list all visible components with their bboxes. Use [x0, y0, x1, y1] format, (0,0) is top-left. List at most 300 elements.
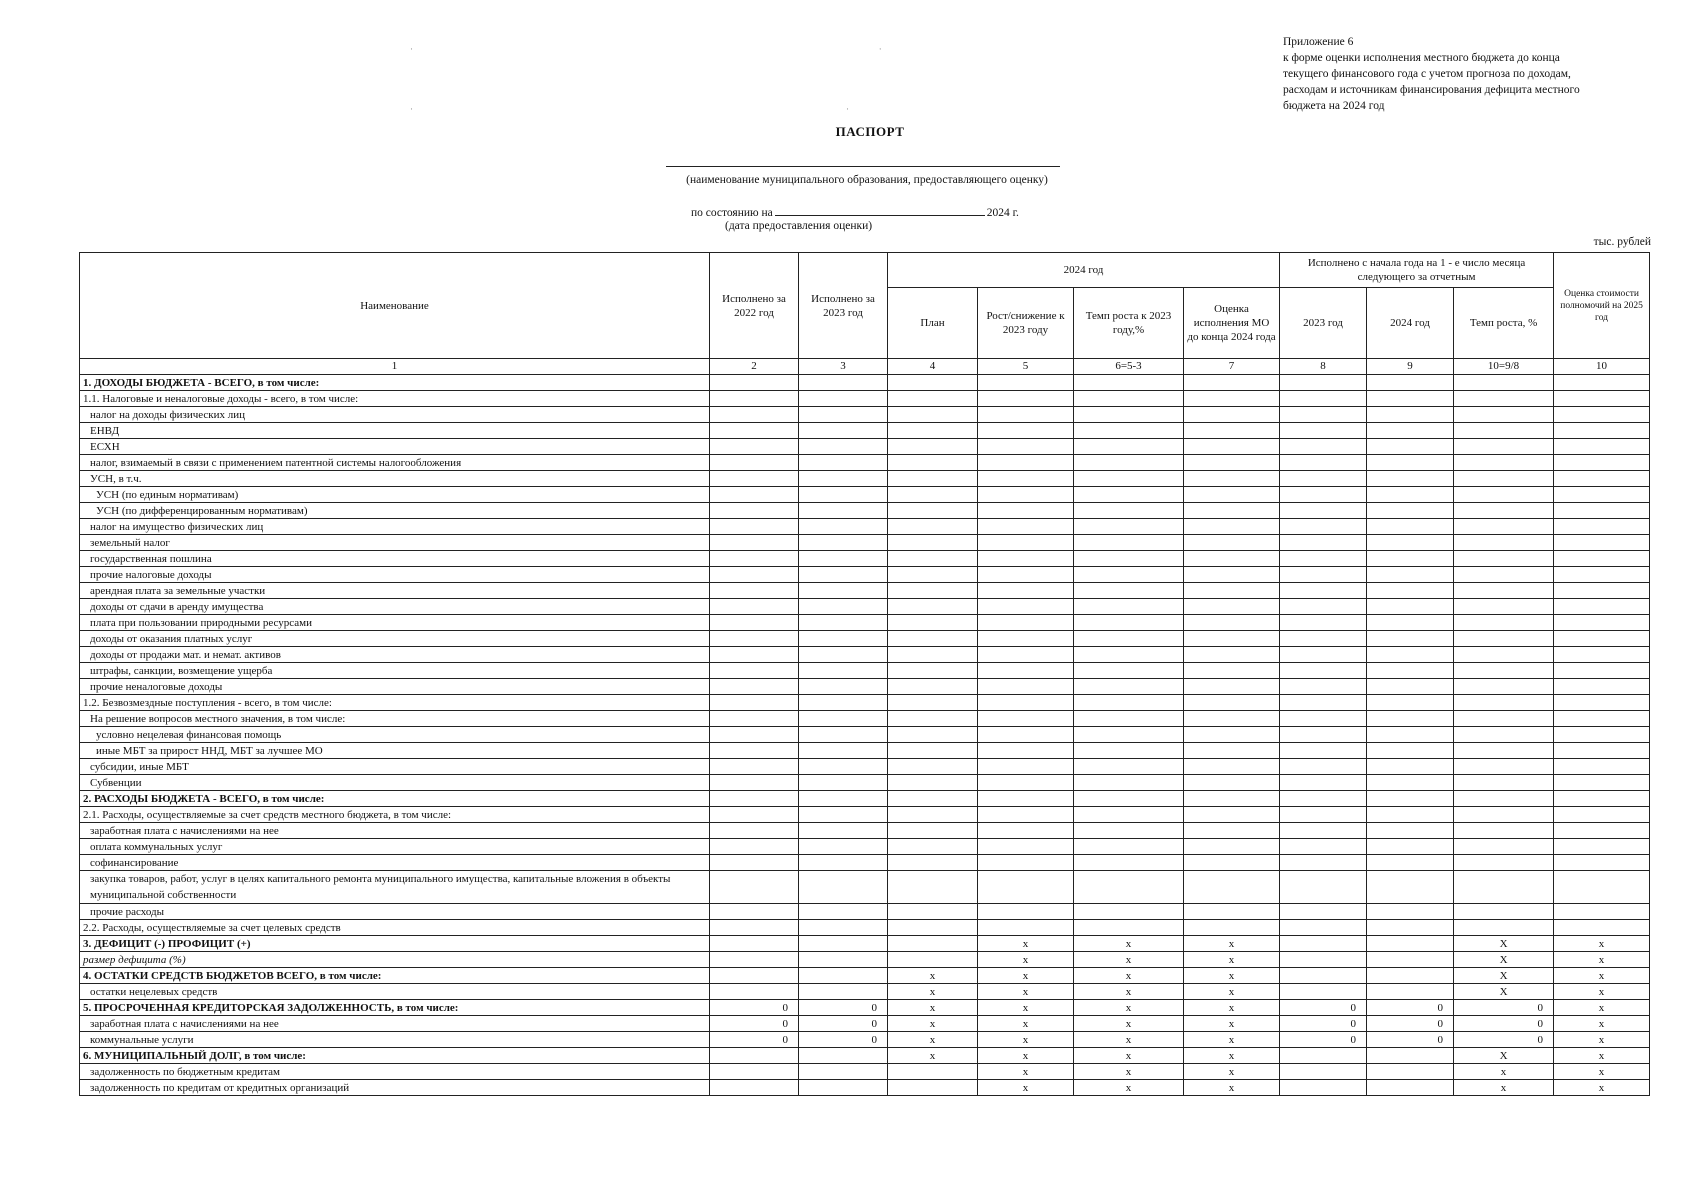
table-cell[interactable]: Х: [1454, 936, 1554, 952]
table-cell[interactable]: [1280, 519, 1367, 535]
table-cell[interactable]: х: [1184, 984, 1280, 1000]
table-cell[interactable]: [1184, 567, 1280, 583]
table-cell[interactable]: [1367, 583, 1454, 599]
table-cell[interactable]: [1280, 839, 1367, 855]
table-cell[interactable]: [888, 679, 978, 695]
table-cell[interactable]: [888, 743, 978, 759]
table-cell[interactable]: [1554, 711, 1650, 727]
table-cell[interactable]: [1074, 727, 1184, 743]
table-cell[interactable]: [1280, 375, 1367, 391]
table-cell[interactable]: [1280, 791, 1367, 807]
table-cell[interactable]: [1367, 615, 1454, 631]
table-cell[interactable]: х: [1554, 1016, 1650, 1032]
table-cell[interactable]: [1454, 823, 1554, 839]
table-cell[interactable]: [1454, 904, 1554, 920]
table-cell[interactable]: [1454, 839, 1554, 855]
table-cell[interactable]: Х: [1454, 1048, 1554, 1064]
table-cell[interactable]: [1367, 519, 1454, 535]
table-cell[interactable]: [1367, 759, 1454, 775]
table-cell[interactable]: [799, 663, 888, 679]
table-cell[interactable]: [1454, 439, 1554, 455]
table-cell[interactable]: [1280, 871, 1367, 904]
table-cell[interactable]: [978, 535, 1074, 551]
table-cell[interactable]: [978, 567, 1074, 583]
table-cell[interactable]: [1280, 471, 1367, 487]
table-cell[interactable]: [799, 871, 888, 904]
table-cell[interactable]: [888, 487, 978, 503]
table-cell[interactable]: [710, 519, 799, 535]
table-cell[interactable]: 0: [799, 1016, 888, 1032]
table-cell[interactable]: [888, 391, 978, 407]
table-cell[interactable]: [710, 807, 799, 823]
table-cell[interactable]: [888, 503, 978, 519]
table-cell[interactable]: х: [978, 1016, 1074, 1032]
table-cell[interactable]: [799, 455, 888, 471]
table-cell[interactable]: [1074, 775, 1184, 791]
table-cell[interactable]: [1184, 743, 1280, 759]
table-cell[interactable]: [978, 423, 1074, 439]
table-cell[interactable]: [1280, 407, 1367, 423]
table-cell[interactable]: [1367, 1080, 1454, 1096]
table-cell[interactable]: [799, 727, 888, 743]
table-cell[interactable]: 0: [710, 1000, 799, 1016]
table-cell[interactable]: х: [1184, 1080, 1280, 1096]
table-cell[interactable]: [799, 759, 888, 775]
table-cell[interactable]: [1280, 743, 1367, 759]
table-cell[interactable]: [978, 679, 1074, 695]
table-cell[interactable]: [1280, 583, 1367, 599]
table-cell[interactable]: [799, 503, 888, 519]
table-cell[interactable]: [1280, 423, 1367, 439]
table-cell[interactable]: х: [978, 1064, 1074, 1080]
table-cell[interactable]: х: [1554, 984, 1650, 1000]
table-cell[interactable]: [888, 775, 978, 791]
table-cell[interactable]: [1454, 679, 1554, 695]
table-cell[interactable]: [1074, 519, 1184, 535]
table-cell[interactable]: [1184, 775, 1280, 791]
table-cell[interactable]: х: [978, 952, 1074, 968]
table-cell[interactable]: [1280, 920, 1367, 936]
table-cell[interactable]: [978, 775, 1074, 791]
table-cell[interactable]: [1454, 407, 1554, 423]
table-cell[interactable]: [799, 631, 888, 647]
table-cell[interactable]: [978, 487, 1074, 503]
table-cell[interactable]: [1280, 968, 1367, 984]
table-cell[interactable]: [1554, 423, 1650, 439]
table-cell[interactable]: [799, 599, 888, 615]
table-cell[interactable]: [799, 839, 888, 855]
table-cell[interactable]: [1074, 599, 1184, 615]
table-cell[interactable]: х: [888, 984, 978, 1000]
table-cell[interactable]: х: [888, 1032, 978, 1048]
table-cell[interactable]: [1184, 519, 1280, 535]
table-cell[interactable]: [1074, 439, 1184, 455]
table-cell[interactable]: [1074, 711, 1184, 727]
table-cell[interactable]: [1184, 727, 1280, 743]
table-cell[interactable]: [1554, 615, 1650, 631]
table-cell[interactable]: [888, 599, 978, 615]
table-cell[interactable]: [799, 583, 888, 599]
table-cell[interactable]: х: [978, 968, 1074, 984]
table-cell[interactable]: [1280, 647, 1367, 663]
table-cell[interactable]: [1074, 583, 1184, 599]
table-cell[interactable]: [799, 775, 888, 791]
table-cell[interactable]: [1454, 503, 1554, 519]
table-cell[interactable]: [1367, 1048, 1454, 1064]
table-cell[interactable]: х: [1074, 968, 1184, 984]
table-cell[interactable]: [1367, 711, 1454, 727]
table-cell[interactable]: [1184, 439, 1280, 455]
table-cell[interactable]: 0: [1454, 1032, 1554, 1048]
table-cell[interactable]: [888, 1080, 978, 1096]
table-cell[interactable]: [978, 663, 1074, 679]
table-cell[interactable]: х: [1554, 952, 1650, 968]
table-cell[interactable]: [1074, 375, 1184, 391]
table-cell[interactable]: х: [1074, 1048, 1184, 1064]
table-cell[interactable]: [1367, 407, 1454, 423]
table-cell[interactable]: [1184, 807, 1280, 823]
table-cell[interactable]: [799, 968, 888, 984]
table-cell[interactable]: [1184, 535, 1280, 551]
table-cell[interactable]: [888, 471, 978, 487]
table-cell[interactable]: [888, 375, 978, 391]
table-cell[interactable]: [1554, 695, 1650, 711]
table-cell[interactable]: [978, 727, 1074, 743]
table-cell[interactable]: [888, 423, 978, 439]
table-cell[interactable]: [1454, 471, 1554, 487]
table-cell[interactable]: Х: [1454, 952, 1554, 968]
table-cell[interactable]: [888, 631, 978, 647]
table-cell[interactable]: [710, 952, 799, 968]
table-cell[interactable]: [710, 839, 799, 855]
table-cell[interactable]: [978, 695, 1074, 711]
table-cell[interactable]: х: [1554, 1048, 1650, 1064]
table-cell[interactable]: [978, 807, 1074, 823]
table-cell[interactable]: [1554, 904, 1650, 920]
table-cell[interactable]: [1074, 551, 1184, 567]
table-cell[interactable]: [799, 679, 888, 695]
table-cell[interactable]: [978, 471, 1074, 487]
table-cell[interactable]: [1074, 535, 1184, 551]
table-cell[interactable]: х: [1554, 1064, 1650, 1080]
table-cell[interactable]: [799, 743, 888, 759]
table-cell[interactable]: [799, 855, 888, 871]
table-cell[interactable]: [799, 519, 888, 535]
table-cell[interactable]: [1184, 663, 1280, 679]
table-cell[interactable]: [888, 759, 978, 775]
table-cell[interactable]: 0: [710, 1016, 799, 1032]
table-cell[interactable]: [1367, 455, 1454, 471]
table-cell[interactable]: [888, 647, 978, 663]
table-cell[interactable]: [978, 904, 1074, 920]
table-cell[interactable]: [888, 407, 978, 423]
table-cell[interactable]: [1367, 871, 1454, 904]
table-cell[interactable]: х: [978, 984, 1074, 1000]
table-cell[interactable]: [978, 503, 1074, 519]
table-cell[interactable]: [888, 439, 978, 455]
table-cell[interactable]: [888, 791, 978, 807]
table-cell[interactable]: х: [978, 1000, 1074, 1016]
table-cell[interactable]: [1184, 871, 1280, 904]
table-cell[interactable]: [1367, 855, 1454, 871]
table-cell[interactable]: [710, 759, 799, 775]
table-cell[interactable]: х: [1074, 952, 1184, 968]
table-cell[interactable]: [1280, 904, 1367, 920]
table-cell[interactable]: [1454, 775, 1554, 791]
table-cell[interactable]: [888, 807, 978, 823]
table-cell[interactable]: [1554, 599, 1650, 615]
table-cell[interactable]: [1454, 631, 1554, 647]
table-cell[interactable]: [710, 375, 799, 391]
table-cell[interactable]: [1367, 551, 1454, 567]
table-cell[interactable]: [1554, 775, 1650, 791]
table-cell[interactable]: [1280, 663, 1367, 679]
table-cell[interactable]: х: [1074, 1032, 1184, 1048]
table-cell[interactable]: [1554, 375, 1650, 391]
table-cell[interactable]: [710, 1048, 799, 1064]
table-cell[interactable]: [1280, 936, 1367, 952]
table-cell[interactable]: [1074, 791, 1184, 807]
table-cell[interactable]: [1454, 855, 1554, 871]
table-cell[interactable]: [1280, 439, 1367, 455]
table-cell[interactable]: [1074, 871, 1184, 904]
table-cell[interactable]: [1280, 535, 1367, 551]
table-cell[interactable]: х: [978, 1048, 1074, 1064]
table-cell[interactable]: [1554, 391, 1650, 407]
table-cell[interactable]: [1554, 519, 1650, 535]
table-cell[interactable]: х: [1184, 1048, 1280, 1064]
table-cell[interactable]: [710, 1064, 799, 1080]
table-cell[interactable]: [1554, 647, 1650, 663]
table-cell[interactable]: [710, 567, 799, 583]
table-cell[interactable]: [1454, 375, 1554, 391]
table-cell[interactable]: [1554, 920, 1650, 936]
table-cell[interactable]: [888, 567, 978, 583]
table-cell[interactable]: [710, 1080, 799, 1096]
table-cell[interactable]: [1454, 535, 1554, 551]
table-cell[interactable]: [1554, 535, 1650, 551]
table-cell[interactable]: [888, 455, 978, 471]
table-cell[interactable]: [799, 471, 888, 487]
table-cell[interactable]: [1184, 855, 1280, 871]
table-cell[interactable]: [799, 551, 888, 567]
table-cell[interactable]: [799, 423, 888, 439]
table-cell[interactable]: [1367, 920, 1454, 936]
table-cell[interactable]: [888, 871, 978, 904]
table-cell[interactable]: [1074, 423, 1184, 439]
table-cell[interactable]: [1074, 455, 1184, 471]
table-cell[interactable]: [1184, 759, 1280, 775]
table-cell[interactable]: [1184, 615, 1280, 631]
table-cell[interactable]: х: [1184, 1000, 1280, 1016]
table-cell[interactable]: [1454, 647, 1554, 663]
table-cell[interactable]: [978, 920, 1074, 936]
table-cell[interactable]: 0: [710, 1032, 799, 1048]
table-cell[interactable]: [1554, 679, 1650, 695]
table-cell[interactable]: [1554, 471, 1650, 487]
table-cell[interactable]: [1554, 455, 1650, 471]
table-cell[interactable]: х: [1184, 1064, 1280, 1080]
table-cell[interactable]: [710, 535, 799, 551]
table-cell[interactable]: [710, 663, 799, 679]
table-cell[interactable]: [710, 871, 799, 904]
table-cell[interactable]: х: [1554, 968, 1650, 984]
table-cell[interactable]: [1184, 920, 1280, 936]
table-cell[interactable]: [799, 487, 888, 503]
table-cell[interactable]: [978, 759, 1074, 775]
table-cell[interactable]: [1454, 727, 1554, 743]
table-cell[interactable]: [1367, 503, 1454, 519]
table-cell[interactable]: х: [978, 1032, 1074, 1048]
table-cell[interactable]: [1184, 455, 1280, 471]
table-cell[interactable]: [1367, 567, 1454, 583]
table-cell[interactable]: [1280, 551, 1367, 567]
table-cell[interactable]: 0: [1280, 1000, 1367, 1016]
table-cell[interactable]: [978, 855, 1074, 871]
table-cell[interactable]: [1554, 567, 1650, 583]
table-cell[interactable]: [888, 551, 978, 567]
table-cell[interactable]: 0: [799, 1000, 888, 1016]
table-cell[interactable]: [1454, 759, 1554, 775]
table-cell[interactable]: [1280, 823, 1367, 839]
table-cell[interactable]: [1367, 775, 1454, 791]
table-cell[interactable]: [1554, 407, 1650, 423]
table-cell[interactable]: [1367, 679, 1454, 695]
table-cell[interactable]: [710, 599, 799, 615]
table-cell[interactable]: х: [1454, 1080, 1554, 1096]
table-cell[interactable]: [710, 775, 799, 791]
table-cell[interactable]: х: [1074, 1000, 1184, 1016]
table-cell[interactable]: [710, 711, 799, 727]
table-cell[interactable]: [710, 439, 799, 455]
table-cell[interactable]: [799, 952, 888, 968]
table-cell[interactable]: [710, 487, 799, 503]
table-cell[interactable]: [799, 1048, 888, 1064]
table-cell[interactable]: [799, 375, 888, 391]
table-cell[interactable]: [978, 839, 1074, 855]
table-cell[interactable]: [978, 391, 1074, 407]
table-cell[interactable]: [1367, 487, 1454, 503]
table-cell[interactable]: [710, 407, 799, 423]
table-cell[interactable]: [888, 1064, 978, 1080]
table-cell[interactable]: [1280, 807, 1367, 823]
table-cell[interactable]: [1454, 871, 1554, 904]
table-cell[interactable]: [1554, 727, 1650, 743]
table-cell[interactable]: [799, 407, 888, 423]
table-cell[interactable]: [1280, 711, 1367, 727]
table-cell[interactable]: [1554, 823, 1650, 839]
table-cell[interactable]: х: [1184, 968, 1280, 984]
table-cell[interactable]: [1074, 615, 1184, 631]
table-cell[interactable]: [888, 583, 978, 599]
table-cell[interactable]: [1280, 391, 1367, 407]
table-cell[interactable]: [1367, 791, 1454, 807]
table-cell[interactable]: [799, 615, 888, 631]
table-cell[interactable]: [1554, 791, 1650, 807]
table-cell[interactable]: х: [888, 968, 978, 984]
table-cell[interactable]: [888, 535, 978, 551]
table-cell[interactable]: [978, 631, 1074, 647]
table-cell[interactable]: [799, 823, 888, 839]
table-cell[interactable]: [1280, 759, 1367, 775]
table-cell[interactable]: [1184, 375, 1280, 391]
table-cell[interactable]: [799, 535, 888, 551]
table-cell[interactable]: [1184, 551, 1280, 567]
table-cell[interactable]: [978, 871, 1074, 904]
table-cell[interactable]: [1074, 471, 1184, 487]
table-cell[interactable]: [1454, 599, 1554, 615]
table-cell[interactable]: 0: [799, 1032, 888, 1048]
table-cell[interactable]: [1074, 695, 1184, 711]
table-cell[interactable]: [710, 471, 799, 487]
table-cell[interactable]: [888, 663, 978, 679]
table-cell[interactable]: х: [1074, 1016, 1184, 1032]
table-cell[interactable]: [1454, 791, 1554, 807]
table-cell[interactable]: [1184, 791, 1280, 807]
table-cell[interactable]: [1367, 904, 1454, 920]
table-cell[interactable]: [1074, 839, 1184, 855]
table-cell[interactable]: [710, 391, 799, 407]
table-cell[interactable]: [1454, 711, 1554, 727]
table-cell[interactable]: [1554, 487, 1650, 503]
table-cell[interactable]: [799, 791, 888, 807]
table-cell[interactable]: [978, 647, 1074, 663]
table-cell[interactable]: х: [1454, 1064, 1554, 1080]
table-cell[interactable]: х: [1554, 936, 1650, 952]
table-cell[interactable]: [1074, 904, 1184, 920]
table-cell[interactable]: [1184, 904, 1280, 920]
table-cell[interactable]: [978, 455, 1074, 471]
table-cell[interactable]: [1280, 615, 1367, 631]
table-cell[interactable]: [888, 727, 978, 743]
table-cell[interactable]: х: [1074, 1064, 1184, 1080]
table-cell[interactable]: [1367, 439, 1454, 455]
table-cell[interactable]: 0: [1367, 1016, 1454, 1032]
table-cell[interactable]: [1454, 615, 1554, 631]
table-cell[interactable]: [1074, 823, 1184, 839]
table-cell[interactable]: [1184, 823, 1280, 839]
table-cell[interactable]: [1454, 920, 1554, 936]
table-cell[interactable]: [1280, 855, 1367, 871]
table-cell[interactable]: [1367, 968, 1454, 984]
table-cell[interactable]: [1454, 551, 1554, 567]
table-cell[interactable]: [1454, 519, 1554, 535]
table-cell[interactable]: [710, 984, 799, 1000]
table-cell[interactable]: [978, 711, 1074, 727]
table-cell[interactable]: [710, 631, 799, 647]
table-cell[interactable]: [1280, 952, 1367, 968]
table-cell[interactable]: [710, 679, 799, 695]
table-cell[interactable]: [1554, 871, 1650, 904]
table-cell[interactable]: х: [888, 1048, 978, 1064]
table-cell[interactable]: [1184, 391, 1280, 407]
table-cell[interactable]: [1554, 663, 1650, 679]
table-cell[interactable]: х: [1184, 952, 1280, 968]
table-cell[interactable]: [1184, 839, 1280, 855]
table-cell[interactable]: [1454, 455, 1554, 471]
table-cell[interactable]: 0: [1454, 1016, 1554, 1032]
table-cell[interactable]: [1554, 839, 1650, 855]
table-cell[interactable]: [1367, 647, 1454, 663]
table-cell[interactable]: [888, 855, 978, 871]
table-cell[interactable]: [978, 551, 1074, 567]
table-cell[interactable]: [1554, 583, 1650, 599]
table-cell[interactable]: [1184, 407, 1280, 423]
table-cell[interactable]: 0: [1280, 1016, 1367, 1032]
table-cell[interactable]: [1074, 663, 1184, 679]
table-cell[interactable]: 0: [1367, 1000, 1454, 1016]
table-cell[interactable]: [1074, 503, 1184, 519]
